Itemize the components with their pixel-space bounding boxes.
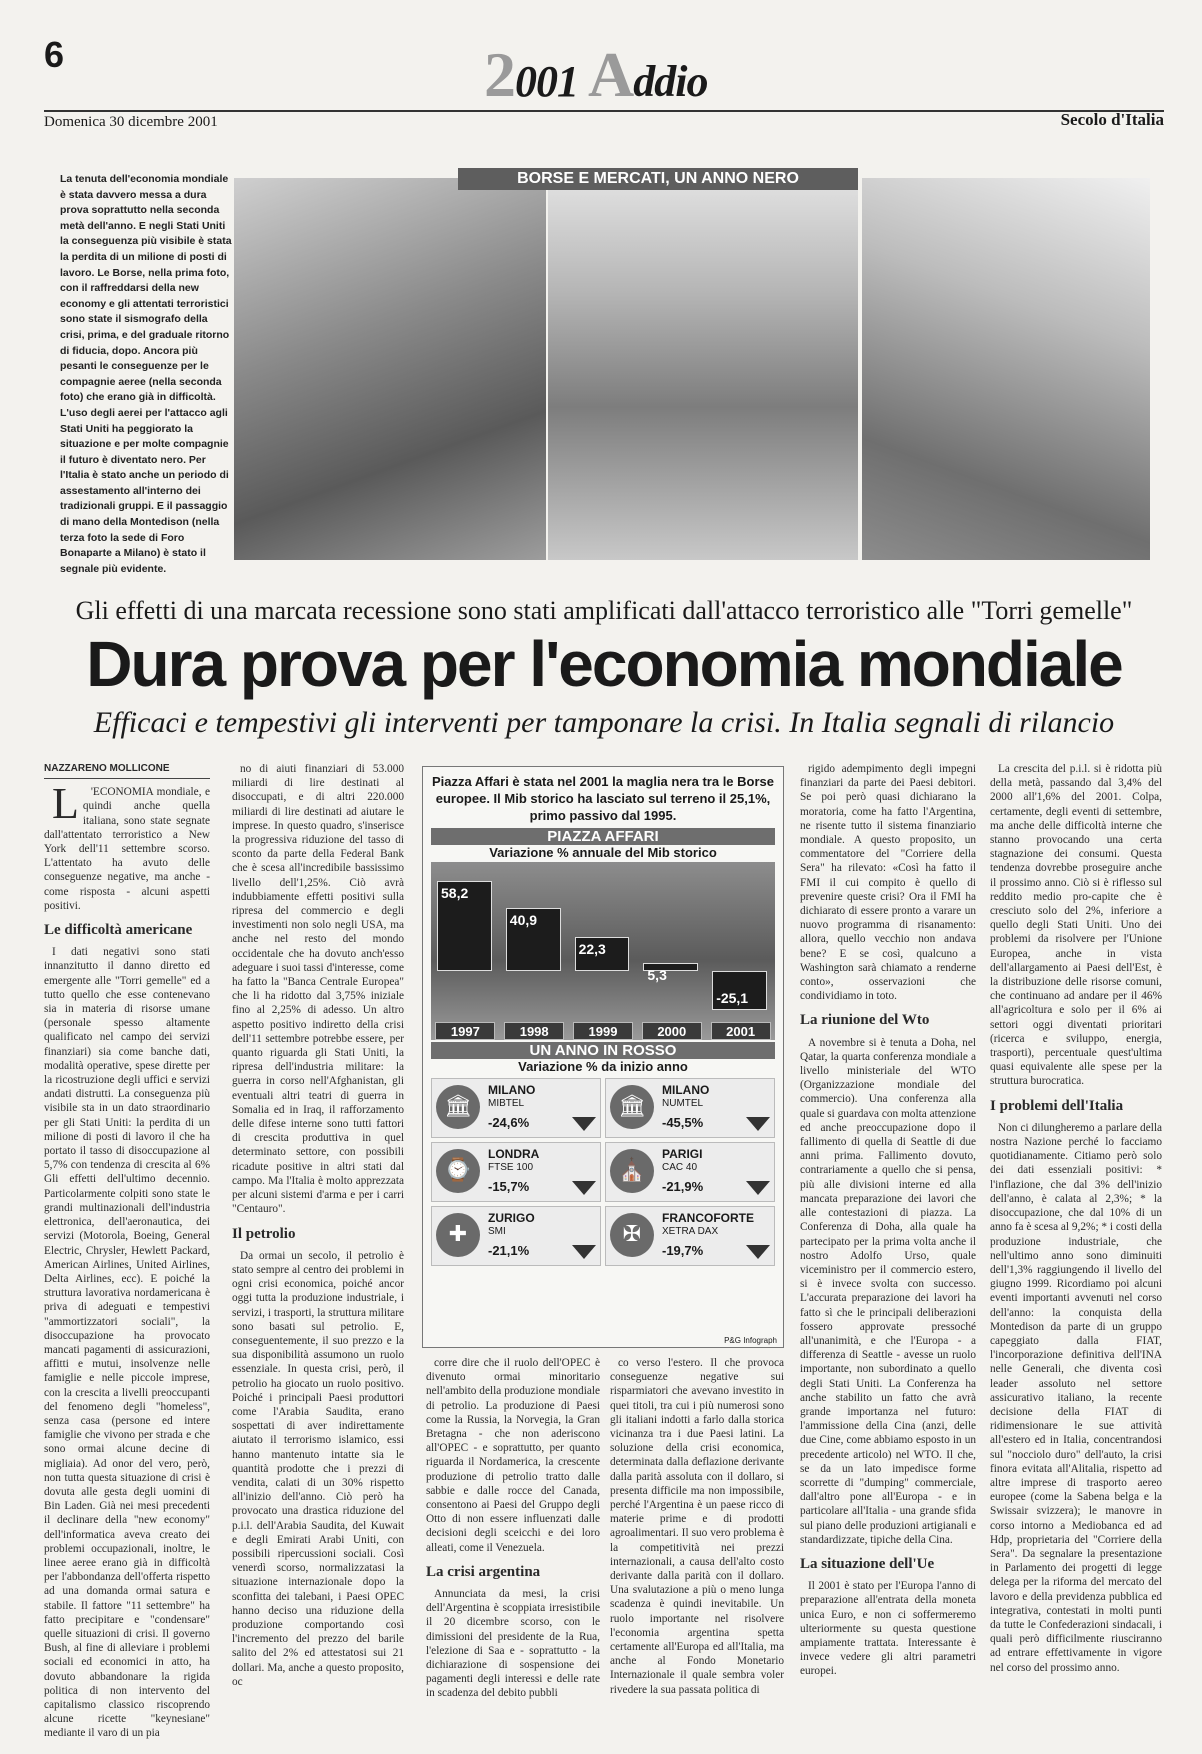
down-arrow-icon — [746, 1117, 770, 1131]
infographic-credit: P&G Infograph — [724, 1336, 777, 1345]
market-city: FRANCOFORTE — [662, 1211, 754, 1225]
market-index: NUMTEL — [662, 1098, 704, 1109]
article-intro: L 'ECONOMIA mondiale, e quindi anche quella italiana, sono state segnate dall'attentato terroristico a New York dell'11 settembre scorso. L'attentato ha avuto delle conseguenze negative, ma anche - come risposta - alcuni aspetti positivi. — [44, 779, 210, 912]
headline: Dura prova per l'economia mondiale — [86, 628, 1122, 700]
photo-banner: BORSE E MERCATI, UN ANNO NERO — [458, 168, 858, 190]
market-index: SMI — [488, 1226, 506, 1237]
chart-tick-label-2000: 2000 — [642, 1022, 702, 1040]
infographic-lead: Piazza Affari è stata nel 2001 la maglia nera tra le Borse europee. Il Mib storico ha lasciato sul terreno il 25,1%, primo passivo dal 1995. — [431, 774, 774, 823]
market-city: PARIGI — [662, 1147, 703, 1161]
city-landmark-icon: ✚ — [436, 1213, 480, 1257]
infographic-box — [422, 766, 784, 1348]
photo-airport-planes — [548, 178, 858, 560]
subheadline: Gli effetti di una marcata recessione sono stati amplificati dall'attacco terroristico alle "Torri gemelle" — [75, 596, 1133, 625]
page-number: 6 — [44, 34, 65, 75]
down-arrow-icon — [572, 1181, 596, 1195]
deck: Efficaci e tempestivi gli interventi per tamponare la crisi. In Italia segnali di rilancio — [93, 706, 1115, 739]
article-column-1 — [44, 762, 210, 1741]
market-card-londra-2 — [431, 1142, 601, 1202]
col3-text: corre dire che il ruolo dell'OPEC è divenuto ormai minoritario nell'ambito della produzione mondiale di petrolio. La produzione di Paesi come la Russia, la Norvegia, la Gran Bretagna - che non aderiscono all'OPEC - e soprattutto, per quanto riguarda il Nordamerica, la crescente produzione di petrolio tratto dalle sabbie e dalle rocce del Canada, consentono ai Paesi del Gruppo degli Otto di non essere influenzati dalle decisioni degli sceicchi e dei loro alleati, come il Venezuela. — [426, 1357, 600, 1554]
article-column-5 — [800, 762, 976, 1679]
chart-tick-label-1999: 1999 — [573, 1022, 633, 1040]
market-city: MILANO — [488, 1083, 536, 1097]
ue-text: Il 2001 è stato per l'Europa l'anno di preparazione all'entrata della moneta unica Euro, e non ci soffermeremo ulteriormente su questa questione ampiamente trattata. Interessante è invece vedere gli altri parametri europei. — [800, 1580, 976, 1678]
photo-stock-exchange — [234, 178, 546, 560]
article-column-4 — [610, 1356, 784, 1697]
photo-caption: La tenuta dell'economia mondiale è stata davvero messa a dura prova soprattutto nella seconda metà dell'anno. E negli Stati Uniti la conseguenza più visibile è stata la perdita di un milione di posti di lavoro. Le Borse, nella prima foto, con il raffreddarsi della new economy e gli attentati terroristici sono state il sismografo della crisi, prima, e del graduale ritorno di fiducia, dopo. Ancora più pesanti le conseguenze per le compagnie aeree (nella seconda foto) che erano già in difficoltà. L'uso degli aerei per l'attacco agli Stati Uniti ha peggiorato la situazione e per molte compagnie il futuro è diventato nero. Per l'Italia è stato anche un periodo di assestamento all'interno dei tradizionali gruppi. E il passaggio di mano della Montedison (nella terza foto la sede di Foro Bonaparte a Milano) è stato il segnale più evidente. — [60, 173, 232, 575]
market-card-milano-0 — [431, 1078, 601, 1138]
chart-tick-label-1998: 1998 — [504, 1022, 564, 1040]
market-index: MIBTEL — [488, 1098, 525, 1109]
section-logo: 2001 Addio — [484, 39, 708, 110]
market-change: -21,1% — [488, 1243, 530, 1258]
chart-value-label-1997: 58,2 — [441, 884, 469, 901]
section-heading-italy: I problemi dell'Italia — [990, 1097, 1124, 1114]
market-change: -45,5% — [662, 1115, 704, 1130]
argentina-text: Annunciata da mesi, la crisi dell'Argentina è scoppiata irresistibile il 20 dicembre scorso, con le dimissioni del presidente de la Rua, l'elezione di Saa e - soprattutto - la dichiarazione di sospensione dei pagamenti degli interessi e delle rate in scadenza del debito pubbli — [426, 1588, 600, 1700]
newspaper-name: Secolo d'Italia — [1060, 110, 1164, 129]
market-index: CAC 40 — [662, 1162, 698, 1173]
col5-text: rigido adempimento degli impegni finanziari da parte dei Paesi debitori. Se poi però quasi dichiarano la moratoria, come ha fatto l'Argentina, ne risente tutto il sistema finanziario mondiale. A questo proposito, un commentatore del "Corriere della Sera" ha rilevato: «Così ha fatto il FMI il cui compito è quello di prevenire queste crisi? Ora il FMI ha dichiarato di essere pronto a varare un nuovo programma di risanamento: allora, quello vecchio non andava bene? E se così, qualcuno a Washington sarà chiamato a renderne conto», osservazioni che condividiamo in toto. — [800, 763, 976, 1003]
markets-subtitle: Variazione % da inizio anno — [518, 1059, 688, 1074]
market-change: -21,9% — [662, 1179, 704, 1194]
market-card-parigi-3 — [605, 1142, 775, 1202]
dropcap: L — [52, 779, 79, 829]
masthead-rule — [44, 110, 1164, 112]
section-heading-argentina: La crisi argentina — [426, 1563, 541, 1580]
infographic-bar-title-2: UN ANNO IN ROSSO — [431, 1042, 775, 1059]
city-landmark-icon: ✠ — [610, 1213, 654, 1257]
market-change: -19,7% — [662, 1243, 704, 1258]
down-arrow-icon — [746, 1181, 770, 1195]
market-index: XETRA DAX — [662, 1226, 719, 1237]
article-column-3 — [426, 1356, 600, 1701]
issue-date: Domenica 30 dicembre 2001 — [44, 114, 218, 130]
market-index: FTSE 100 — [488, 1162, 534, 1173]
down-arrow-icon — [572, 1117, 596, 1131]
chart-tick-label-2001: 2001 — [711, 1022, 771, 1040]
city-landmark-icon: 🏛 — [436, 1085, 480, 1129]
col6-text: La crescita del p.i.l. si è ridotta più della metà, passando dal 3,4% del 2000 all'1,6% del 2001. Colpa, certamente, degli eventi di settembre, ma anche delle difficoltà interne che stanno provocando una certa stagnazione dei consumi. Questa tendenza dovrebbe proseguire anche il prossimo anno. Ciò si è riflesso sul reddito medio pro-capite che è cresciuto solo del 2%, inferiore a quello degli Stati Uniti. Uno dei problemi da risolvere per l'Unione Europea, anche in vista dell'allargamento ai Paesi dell'Est, è la distribuzione delle risorse comuni, che continuano ad andare per il 46% all'agricoltura e solo per il 6% ai settori oggi diventati prioritari (ricerca e sviluppo, energia, trasporti), percentuale quest'ultima quasi equivalente alle spese per la struttura burocratica. — [990, 763, 1162, 1088]
byline: NAZZARENO MOLLICONE — [44, 762, 210, 779]
article-column-2 — [232, 762, 404, 1689]
italy-text: Non ci dilungheremo a parlare della nostra Nazione perché lo facciamo quotidianamente. Citiamo però solo dei dati essenziali positivi: * l'inflazione, che dal 3% dell'inizio dell'anno, è calata al 2,3%; * la disoccupazione, che dal 10% di un anno fa è scesa al 9,2%; * i costi della produzione industriale, che nell'ultimo anno sono diminuiti dell'1,3% raggiungendo il livello del giugno 1999. Ricordiamo poi alcuni eventi importanti avvenuti nel corso dell'anno: la conquista della Montedison da parte di un gruppo capeggiato dalla FIAT, l'incorporazione definitiva dell'INA nelle Generali, che diventa così leader assoluto nel settore assicurativo italiano, la recente decisione della FIAT di ridimensionare le sue attività all'estero ed in Italia, concentrandosi sul "nocciolo duro" dell'auto, la crisi finora evitata all'Alitalia, rispetto ad altre imprese di trasporto aereo europee (come la Sabena belga e la Swissair svizzera); le manovre in corso intorno a Mediobanca ed ad Hdp, proprietaria del "Corriere della Sera". Da segnalare la presentazione in Parlamento dei progetti di legge delega per la riforma del mercato del lavoro e della previdenza pubblica ed integrativa, contestati in molti punti da tutte le Confederazioni sindacali, i quali però difficilmente riusciranno ad entrare effettivamente in vigore nel corso del prossimo anno. — [990, 1121, 1162, 1674]
section-heading-ue: La situazione dell'Ue — [800, 1555, 935, 1572]
section-heading-oil: Il petrolio — [232, 1225, 296, 1242]
col2-text: no di aiuti finanziari di 53.000 miliardi di lire destinati al disoccupati, e di altri 220.000 miliardi di lire destinati ad aiutare le imprese. In questo quadro, s'inserisce la progressiva riduzione del tasso di sconto da parte della Federal Bank che è scesa all'incredibile bassissimo livello dell'1,25%. Ciò avrà indubbiamente effetti positivi sulla ripresa del commercio e degli investimenti non solo negli USA, ma anche nel resto del mondo occidentale che ha dovuto anch'esso adeguare i suoi tassi d'interesse, come ha fatto la "Banca Centrale Europea" che li ha ridotto dal 3,75% iniziale fino al 2,25% di adesso. Un altro aspetto positivo indiretto della crisi dell'11 settembre potrebbe essere, per quanto riguarda gli Stati Uniti, la ripresa dell'industria militare: la guerra in corso nell'Afghanistan, gli eventuali altri teatri di guerra in Somalia ed in Iraq, il rafforzamento delle difese interne sono tutti fattori di crescita produttiva in quel determinato settore, con possibili ricadute positive in altri stati dal campo. Ma l'Italia è molto apprezzata per alcuni sistemi d'arma e per i carri "Centauro". — [232, 763, 404, 1216]
masthead — [44, 28, 1164, 128]
markets-grid — [431, 1078, 775, 1266]
article-column-6 — [990, 762, 1162, 1675]
mib-bar-chart — [431, 862, 775, 1040]
city-landmark-icon: 🏛 — [610, 1085, 654, 1129]
market-card-milano-1 — [605, 1078, 775, 1138]
chart-value-label-1998: 40,9 — [509, 911, 538, 928]
down-arrow-icon — [572, 1245, 596, 1259]
city-landmark-icon: ⛪ — [610, 1149, 654, 1193]
city-landmark-icon: ⌚ — [436, 1149, 480, 1193]
chart-title: Variazione % annuale del Mib storico — [489, 845, 717, 860]
wto-text: A novembre si è tenuta a Doha, nel Qatar, la quarta conferenza mondiale a livello ministeriale del WTO (Organizzazione mondiale del commercio). Una conferenza alla quale si guardava con molta attenzione ed anche preoccupazione dopo il fallimento di quella di Seattle di due anni prima. Fallimento dovuto, contrariamente a quello che si pensa, più alle divisioni interne ed alla mancata preparazione dei lavori che alle contestazioni di piazza. La Conferenza di Doha, alla quale ha partecipato per la prima volta anche il nostro Adolfo Urso, quale viceministro per il commercio estero, si è invece svolta con successo. L'accurata preparazione dei lavori ha fatto sì che le principali deliberazioni fossero approvate pressoché all'unanimità, e che l'Europa - a differenza di Seattle - avesse un ruolo importante, non subordinato a quello degli Stati Uniti. La Conferenza ha anche stabilito un fatto che avrà grande importanza nel futuro: l'ammissione della Cina (anzi, delle due Cine, come abbiamo esposto in un precedente articolo) nel WTO. Il che, se da un lato impedisce forme scorrette di "dumping" commerciale, dall'altro pone all'Europa - e in particolare all'Italia - una grande sfida sul piano delle produzioni artigianali e standardizzate, tipiche della Cina. — [800, 1036, 976, 1546]
market-city: MILANO — [662, 1083, 710, 1097]
market-change: -15,7% — [488, 1179, 530, 1194]
infographic-bar-title: PIAZZA AFFARI — [431, 828, 775, 845]
section-heading-usa: Le difficoltà americane — [44, 922, 193, 939]
market-city: ZURIGO — [488, 1211, 535, 1225]
market-change: -24,6% — [488, 1115, 530, 1130]
market-card-francoforte-5 — [605, 1206, 775, 1266]
chart-value-label-2000: 5,3 — [647, 967, 667, 983]
col4-text: co verso l'estero. Il che provoca conseguenze negative sui risparmiatori che avevano investito in quei titoli, tra cui i più numerosi sono gli italiani indotti a farlo dalla storica vicinanza tra i due Paesi latini. La soluzione della crisi economica, determinata dalla deflazione derivante dalla parità assoluta con il dollaro, si presenta difficile ma non impossibile, perché l'Argentina è un paese ricco di materie prime e di prodotti agroalimentari. Il suo vero problema è la competitività nei prezzi internazionali, a causa dell'alto costo derivante dalla parità con il dollaro. Una svalutazione a più o meno lunga scadenza è quindi inevitabile. Un ruolo importante nel risolvere l'economia argentina spetta certamente all'Europa ed all'Italia, ma anche al Fondo Monetario Internazionale il quale sembra voler rivedere la sua passata politica di — [610, 1357, 784, 1696]
photo-montedison-building — [862, 178, 1150, 560]
market-card-zurigo-4 — [431, 1206, 601, 1266]
down-arrow-icon — [746, 1245, 770, 1259]
market-city: LONDRA — [488, 1147, 540, 1161]
chart-tick-label-1997: 1997 — [435, 1022, 495, 1040]
chart-value-label-1999: 22,3 — [578, 940, 606, 957]
oil-text: Da ormai un secolo, il petrolio è stato sempre al centro dei problemi in ogni crisi economica, poiché ancor oggi tutta la produzione industriale, i servizi, i trasporti, la struttura militare sono basati sul petrolio. E, conseguentemente, il suo prezzo e la sua disponibilità assumono un ruolo essenziale. In questa crisi, però, il petrolio ha giocato un ruolo positivo. Poiché i principali Paesi produttori come l'Arabia Saudita, erano sospettati di aver indirettamente aiutato il terrorismo islamico, essi hanno mantenuto intatte sia le quantità prodotte che i prezzi di vendita, calati di un 30% rispetto all'inizio dell'anno. Ciò però ha provocato una drastica riduzione del p.i.l. dell'Arabia Saudita, del Kuwait e degli Emirati Arabi Uniti, con possibili ripercussioni sociali. Così venerdì scorso, normalizzatasi la situazione internazionale dopo la sconfitta dei talebani, i Paesi OPEC hanno deciso una riduzione della produzione comportando così l'incremento del prezzo del barile salito del 2% ed attestatosi sui 21 dollari. Ma, anche a questo proposito, oc — [232, 1249, 404, 1688]
section-heading-wto: La riunione del Wto — [800, 1012, 930, 1029]
chart-value-label-2001: -25,1 — [716, 990, 749, 1007]
usa-text: I dati negativi sono stati innanzitutto il danno diretto ed emergente alle "Torri gemelle" ed a tutto quello che esse contenevano sia in materia di risorse umane (personale spesso altamente qualificato nel campo dei servizi finanziari) sia come banche dati, modalità operative, spese dirette per la ricostruzione degli uffici e servizi andati distrutti. La conseguenza più visibile sta in un dato straordinario per gli Stati Uniti: la perdita di un milione di posti di lavoro il che ha portato il tasso di disoccupazione al 5,7% con tendenza di crescita al 6% Gli effetti dell'ultimo decennio. Particolarmente colpiti sono state le grandi multinazionali dell'industria elettronica, dell'aeronautica, dei servizi (Motorola, Boeing, General Electric, Chrysler, Hewlett Packard, American Airlines, United Airlines, Delta Airlines, ecc). E poiché la struttura lavorativa nordamericana è priva di adeguati e tempestivi "ammortizzatori sociali", la disoccupazione ha provocato mancati pagamenti di assicurazioni, affitti e mutui, insolvenze nelle famiglie e nelle piccole imprese, con la crescita a livelli preoccupanti del fenomeno degli "homeless", senza casa (persone ed intere famiglie che vivono per strada e che sono ormai alcune decine di migliaia). Ad onor del vero, però, non tutta questa situazione di crisi è dovuta alle gesta degli uomini di Bin Laden. Già nei mesi precedenti il declinare della "new economy" dell'informatica aveva creato dei problemi occupazionali, inoltre, le linee aeree erano già in difficoltà per l'abbondanza dell'offerta rispetto ad una domanda ormai satura e stabile. Il fattore "11 settembre" ha fatto precipitare e "condensare" quelle situazioni di crisi. Il governo Bush, al fine di alleviare i problemi sociali ed economici in atto, ha dovuto abbandonare la rigida politica di non intervento del capitalismo classico riscoprendo alcune ricette "keynesiane" mediante il varo di un pia — [44, 946, 210, 1740]
